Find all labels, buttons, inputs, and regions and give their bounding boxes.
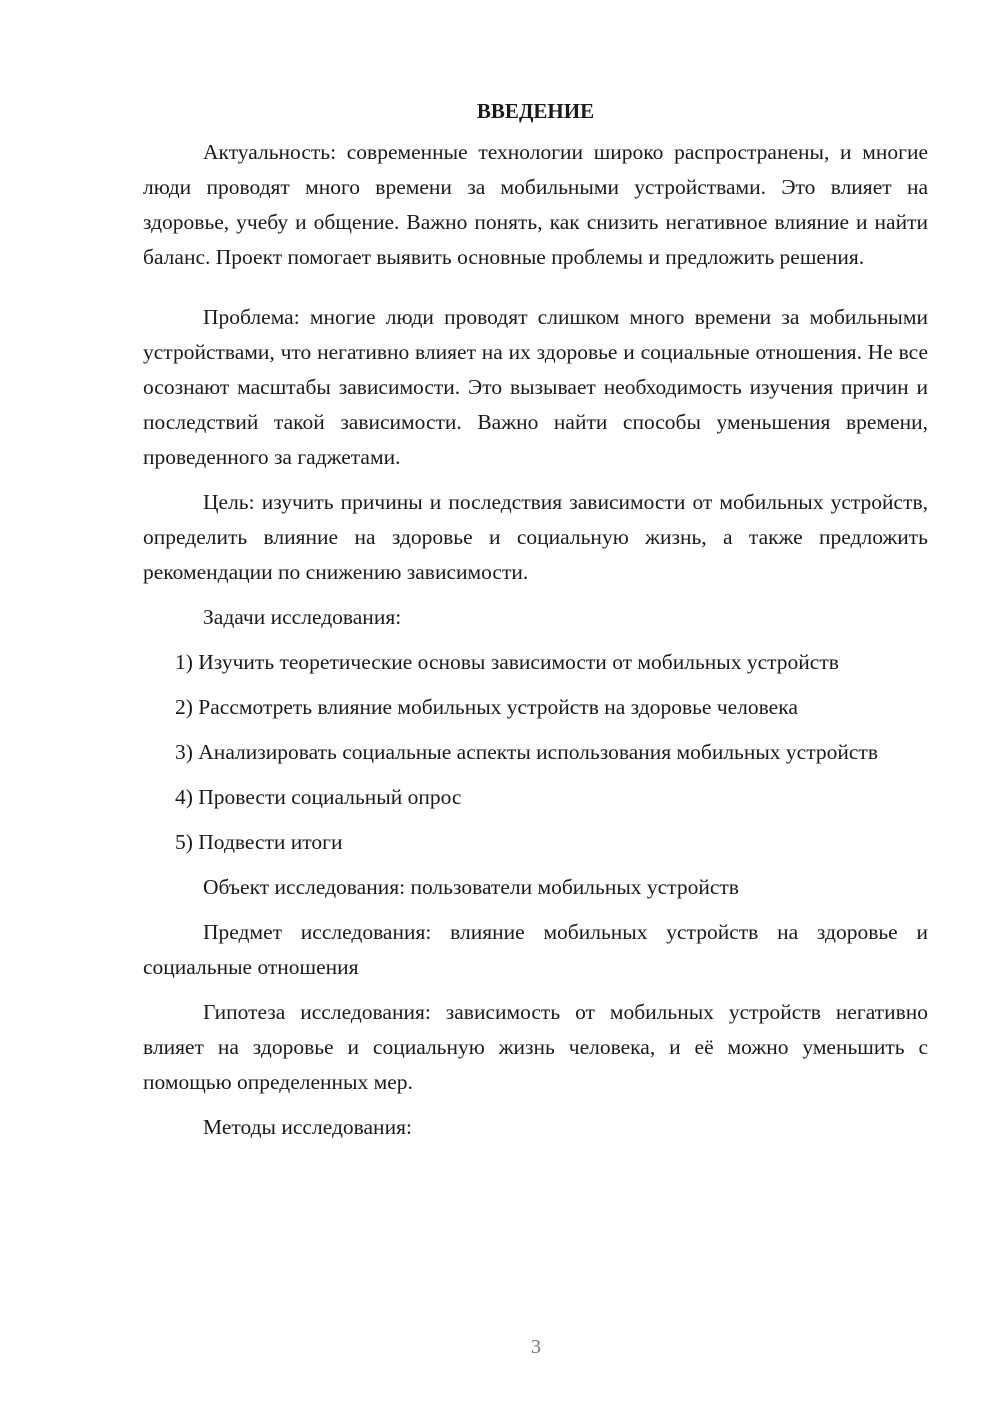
page-number: 3 bbox=[531, 1336, 541, 1358]
subject-paragraph: Предмет исследования: влияние мобильных устройств на здоровье и социальные отношения bbox=[143, 920, 928, 979]
object-paragraph: Объект исследования: пользователи мобильных устройств bbox=[203, 875, 739, 899]
problem-paragraph: Проблема: многие люди проводят слишком много времени за мобильными устройствами, что негативно влияет на их здоровье и социальные отношения. Не все осознают масштабы зависимости. Это вызывает необходимость изучения причин и последствий такой зависимости. Важно найти способы уменьшения времени, проведенного за гаджетами. bbox=[143, 305, 928, 469]
relevance-paragraph: Актуальность: современные технологии широко распространены, и многие люди проводят много времени за мобильными устройствами. Это влияет на здоровье, учебу и общение. Важно понять, как снизить негативное влияние и найти баланс. Проект помогает выявить основные проблемы и предложить решения. bbox=[143, 140, 928, 269]
methods-paragraph: Методы исследования: bbox=[203, 1115, 412, 1139]
section-title: ВВЕДЕНИЕ bbox=[476, 99, 595, 123]
task-item: 5) Подвести итоги bbox=[175, 830, 343, 854]
task-item: 2) Рассмотреть влияние мобильных устройств на здоровье человека bbox=[175, 695, 798, 719]
tasks-heading: Задачи исследования: bbox=[203, 605, 402, 629]
goal-paragraph: Цель: изучить причины и последствия зависимости от мобильных устройств, определить влияние на здоровье и социальную жизнь, а также предложить рекомендации по снижению зависимости. bbox=[143, 490, 928, 584]
hypothesis-paragraph: Гипотеза исследования: зависимость от мобильных устройств негативно влияет на здоровье и социальную жизнь человека, и её можно уменьшить с помощью определенных мер. bbox=[143, 1000, 928, 1094]
task-item: 4) Провести социальный опрос bbox=[175, 785, 462, 809]
document-page bbox=[143, 94, 928, 1145]
task-item: 1) Изучить теоретические основы зависимости от мобильных устройств bbox=[175, 650, 839, 674]
task-item: 3) Анализировать социальные аспекты использования мобильных устройств bbox=[175, 740, 878, 764]
